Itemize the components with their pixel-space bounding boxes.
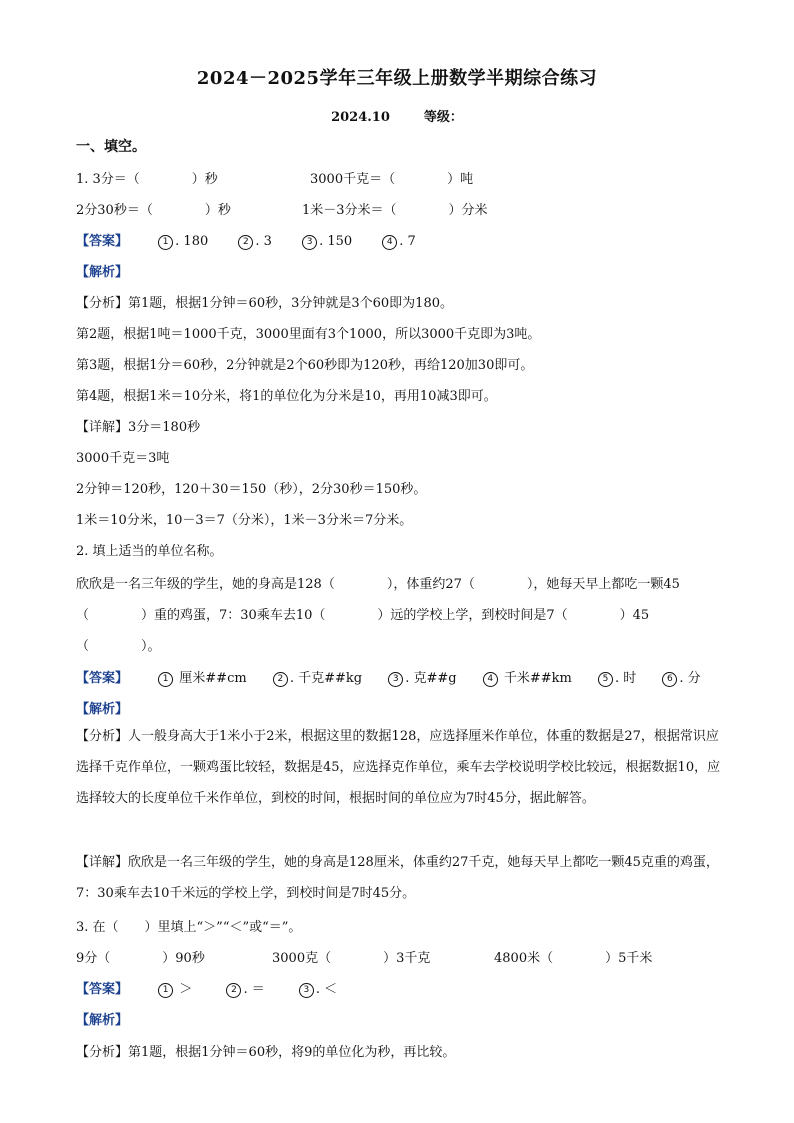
analysis-tag: 【解析】 — [76, 702, 129, 717]
grade-label: 等级： — [423, 110, 463, 125]
q1-fenxi-1: 【分析】第1题，根据1分钟＝60秒，3分钟就是3个60即为180。 — [76, 296, 453, 311]
exam-date: 2024.10 — [331, 110, 390, 125]
answer-item: 4 . 7 — [382, 234, 416, 250]
q1-fenxi-4: 第4题，根据1米＝10分米，将1的单位化为分米是10，再用10减3即可。 — [76, 389, 497, 404]
answer-item: 3 . 150 — [302, 234, 352, 250]
answer-item: 3 . 克##g — [388, 667, 456, 687]
xiangjie-tag: 【详解】 — [76, 420, 129, 435]
q3-stem: 3. 在（ ）里填上“＞”“＜”或“＝”。 — [76, 920, 302, 935]
q1-row2b: 1米－3分米＝（ ）分米 — [302, 203, 488, 218]
page-title: 2024－2025学年三年级上册数学半期综合练习 — [196, 68, 598, 89]
q3-answer-row — [76, 978, 337, 998]
q2-stem: 2. 填上适当的单位名称。 — [76, 544, 223, 559]
q1-xiangjie-3: 2分钟＝120秒，120＋30＝150（秒），2分30秒＝150秒。 — [76, 482, 427, 497]
q2-xiangjie: 【详解】欣欣是一名三年级的学生，她的身高是128厘米，体重约27千克，她每天早上都吃一颗45克重的鸡蛋，7：30乘车去10千米远的学校上学，到校时间是7时45分。 — [76, 855, 719, 901]
answer-item: 5 . 时 — [598, 667, 636, 687]
analysis-tag: 【解析】 — [76, 265, 129, 280]
answer-tag: 【答案】 — [76, 671, 129, 686]
fenxi-tag: 【分析】 — [76, 1045, 129, 1060]
answer-item: 4 千米##km — [483, 667, 572, 687]
analysis-tag: 【解析】 — [76, 1013, 129, 1028]
q1-fenxi-3: 第3题，根据1分＝60秒，2分钟就是2个60秒即为120秒，再给120加30即可。 — [76, 358, 534, 373]
q3-row-a: 9分（ ）90秒 — [76, 951, 205, 966]
fenxi-tag: 【分析】 — [76, 296, 129, 311]
answer-item: 6 . 分 — [662, 667, 700, 687]
answer-tag: 【答案】 — [76, 982, 129, 997]
q1-row1b: 3000千克＝（ ）吨 — [310, 172, 474, 187]
q1-row2a: 2分30秒＝（ ）秒 — [76, 203, 231, 218]
answer-item: 2 . 3 — [238, 234, 272, 250]
subtitle — [0, 106, 794, 125]
q2-text-2: （ ）重的鸡蛋，7：30乘车去10（ ）远的学校上学，到校时间是7（ ）45 — [76, 608, 650, 623]
answer-item: 3 . ＜ — [299, 978, 337, 998]
q1-fenxi-2: 第2题，根据1吨＝1000千克，3000里面有3个1000，所以3000千克即为3吨。 — [76, 327, 541, 342]
q2-fenxi: 【分析】人一般身高大于1米小于2米，根据这里的数据128，应选择厘米作单位，体重的数据是27，根据常识应选择千克作单位，一颗鸡蛋比较轻，数据是45，应选择克作单位，乘车去学校说明学校比较远，根据数据10，应选择较大的长度单位千米作单位，到校的时间，根据时间的单位应为7时45分，据此解答。 — [76, 729, 721, 806]
q2-text-3: （ ）。 — [76, 639, 161, 654]
answer-item: 1 . 180 — [158, 234, 208, 250]
q1-row1a: 1. 3分＝（ ）秒 — [76, 172, 218, 187]
q3-fenxi: 【分析】第1题，根据1分钟＝60秒，将9的单位化为秒，再比较。 — [76, 1045, 456, 1060]
q2-text-1: 欣欣是一名三年级的学生，她的身高是128（ ），体重约27（ ），她每天早上都吃一颗45 — [76, 577, 680, 592]
answer-item: 2 . 千克##kg — [273, 667, 362, 687]
fenxi-tag: 【分析】 — [76, 729, 129, 744]
section-heading: 一、填空。 — [76, 139, 146, 155]
answer-item: 1 厘米##cm — [158, 667, 247, 687]
xiangjie-tag: 【详解】 — [76, 855, 129, 870]
q2-answer-row — [76, 667, 701, 687]
answer-item: 2 . ＝ — [226, 978, 264, 998]
q1-xiangjie-2: 3000千克＝3吨 — [76, 451, 170, 466]
q3-row-c: 4800米（ ）5千米 — [494, 951, 653, 966]
q3-row-b: 3000克（ ）3千克 — [272, 951, 431, 966]
q1-xiangjie-4: 1米＝10分米，10－3＝7（分米），1米－3分米＝7分米。 — [76, 513, 413, 528]
q1-answer-row — [76, 230, 416, 250]
answer-tag: 【答案】 — [76, 234, 129, 249]
q1-xiangjie-1: 【详解】3分＝180秒 — [76, 420, 201, 435]
answer-item: 1 ＞ — [158, 978, 192, 998]
